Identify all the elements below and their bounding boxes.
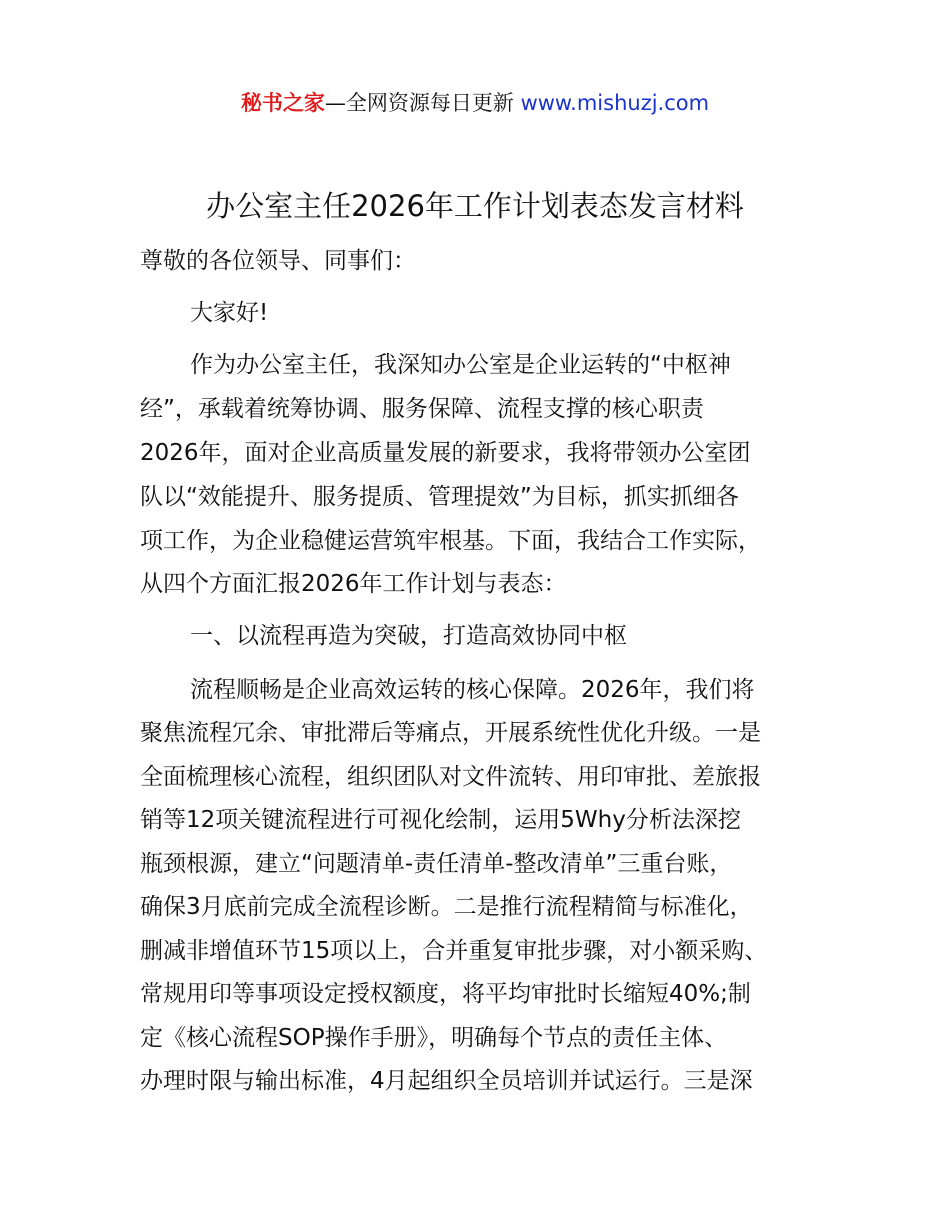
greeting: 大家好! xyxy=(190,300,269,326)
paragraph-line: 聚焦流程冗余、审批滞后等痛点，开展系统性优化升级。一是 xyxy=(140,720,761,746)
paragraph-line: 删减非增值环节15项以上，合并重复审批步骤，对小额采购、 xyxy=(140,938,768,964)
paragraph-line: 办理时限与输出标准，4月起组织全员培训并试运行。三是深 xyxy=(140,1068,753,1094)
paragraph-line: 2026年，面对企业高质量发展的新要求，我将带领办公室团 xyxy=(140,440,751,466)
site-tagline: —全网资源每日更新 xyxy=(324,91,521,115)
paragraph-line: 常规用印等事项设定授权额度，将平均审批时长缩短40%;制 xyxy=(140,981,751,1007)
paragraph-line: 作为办公室主任，我深知办公室是企业运转的“中枢神 xyxy=(190,352,731,378)
paragraph-line: 瓶颈根源，建立“问题清单-责任清单-整改清单”三重台账， xyxy=(140,851,733,877)
salutation: 尊敬的各位领导、同事们： xyxy=(140,248,416,274)
paragraph-line: 从四个方面汇报2026年工作计划与表态： xyxy=(140,571,567,597)
paragraph-line: 经”，承载着统筹协调、服务保障、流程支撑的核心职责 xyxy=(140,396,704,422)
paragraph-line: 项工作，为企业稳健运营筑牢根基。下面，我结合工作实际， xyxy=(140,528,761,554)
paragraph-line: 队以“效能提升、服务提质、管理提效”为目标，抓实抓细各 xyxy=(140,484,739,510)
paragraph-line: 确保3月底前完成全流程诊断。二是推行流程精简与标准化， xyxy=(140,894,753,920)
site-url-link[interactable]: www.mishuzj.com xyxy=(520,91,710,115)
paragraph-line: 销等12项关键流程进行可视化绘制，运用5Why分析法深挖 xyxy=(140,807,741,833)
paragraph-line: 流程顺畅是企业高效运转的核心保障。2026年，我们将 xyxy=(190,677,755,703)
paragraph-line: 全面梳理核心流程，组织团队对文件流转、用印审批、差旅报 xyxy=(140,764,761,790)
paragraph-line: 定《核心流程SOP操作手册》，明确每个节点的责任主体、 xyxy=(140,1025,728,1051)
site-brand[interactable]: 秘书之家 xyxy=(240,91,325,115)
section-heading: 一、以流程再造为突破，打造高效协同中枢 xyxy=(190,623,627,649)
site-header xyxy=(0,88,950,118)
document-title: 办公室主任2026年工作计划表态发言材料 xyxy=(206,189,744,223)
